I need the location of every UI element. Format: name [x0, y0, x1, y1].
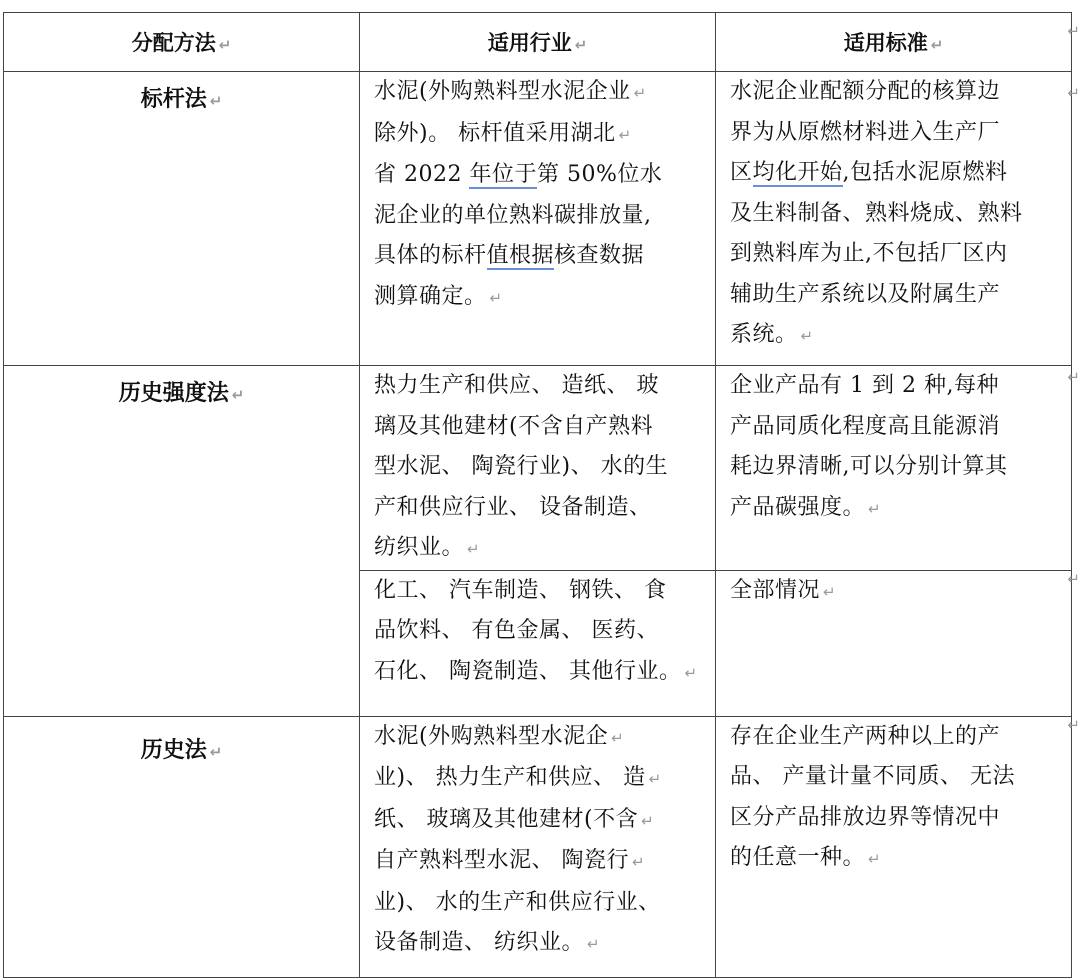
- text-line: [374, 841, 701, 883]
- method-cell-benchmark: [4, 72, 360, 366]
- paragraph-mark-icon: ↵: [231, 386, 245, 404]
- text-segment: 到熟料库为止,不包括厂区内: [730, 241, 1008, 266]
- method-label-historical: 历史法: [140, 736, 207, 763]
- table-row-historical: [4, 716, 1072, 977]
- text-line: [730, 315, 1057, 357]
- text-segment: 产品同质化程度高且能源消: [730, 413, 1001, 439]
- text-line: [374, 611, 701, 652]
- paragraph-mark-icon: ↵: [868, 850, 882, 868]
- header-applicable-industry: [360, 13, 716, 72]
- text-line: [730, 407, 1057, 448]
- paragraph-mark-icon: ↵: [684, 663, 698, 682]
- text-segment: ,包括水泥原燃料: [842, 160, 1008, 185]
- text-line: [374, 758, 701, 800]
- header-col2-text: 适用行业: [487, 30, 572, 55]
- text-segment: 品、 产量计量不同质、 无法: [730, 764, 1015, 789]
- text-segment: 热力生产和供应、 造纸、 玻: [374, 373, 659, 398]
- paragraph-mark-icon: ↵: [800, 327, 814, 345]
- text-segment: 界为从原燃材料进入生产厂: [730, 119, 1001, 145]
- text-segment: 设备制造、 纺织业。: [374, 930, 584, 955]
- text-line: [374, 652, 701, 694]
- text-segment: 企业产品有 1 到 2 种,每种: [730, 373, 999, 398]
- text-segment: 化工、 汽车制造、 钢铁、 食: [374, 577, 667, 603]
- text-segment: 产品碳强度。: [730, 494, 866, 520]
- paragraph-mark-icon: ↵: [633, 84, 647, 102]
- method-cell-historical: [4, 716, 360, 977]
- text-segment: 型水泥、 陶瓷行业)、 水的生: [374, 454, 669, 479]
- row-end-mark-icon: ↵: [1067, 716, 1080, 734]
- text-line: [730, 234, 1057, 275]
- paragraph-mark-icon: ↵: [611, 728, 625, 747]
- header-allocation-method: [4, 13, 360, 72]
- text-segment: 纸、 玻璃及其他建材(不含: [374, 806, 639, 832]
- row-end-mark-icon: ↵: [1067, 84, 1080, 102]
- text-segment: 区分产品排放边界等情况中: [730, 804, 1001, 830]
- table-row-historical-intensity-a: [4, 366, 1072, 571]
- text-line: [730, 194, 1057, 235]
- industry-cell-historical: [360, 716, 716, 977]
- text-line: [730, 488, 1057, 530]
- text-line: [730, 571, 1057, 613]
- standard-cell-historical: [716, 716, 1072, 977]
- underlined-segment: 值根据: [486, 243, 555, 268]
- text-segment: 自产熟料型水泥、 陶瓷行: [374, 848, 629, 873]
- paragraph-mark-icon: ↵: [648, 770, 662, 788]
- text-line: [730, 72, 1057, 113]
- paragraph-mark-icon: ↵: [930, 36, 944, 54]
- text-line: [374, 277, 701, 319]
- text-line: [374, 407, 701, 448]
- text-line: [374, 366, 701, 407]
- text-segment: 的任意一种。: [730, 845, 866, 870]
- text-segment: 水泥(外购熟料型水泥企: [374, 723, 609, 749]
- text-line: [730, 717, 1057, 758]
- paragraph-mark-icon: ↵: [467, 540, 481, 558]
- text-line: [730, 153, 1057, 194]
- standard-cell-benchmark: [716, 72, 1072, 366]
- text-segment: 第 50%位水: [537, 162, 663, 187]
- paragraph-mark-icon: ↵: [209, 92, 223, 110]
- table-header-row: [4, 13, 1072, 72]
- row-end-mark-icon: ↵: [1067, 22, 1080, 40]
- text-line: [374, 717, 701, 759]
- text-line: [730, 275, 1057, 316]
- header-col1-text: 分配方法: [131, 30, 216, 55]
- industry-cell-historical-intensity-b: [360, 570, 716, 716]
- text-segment: 存在企业生产两种以上的产: [730, 723, 1001, 749]
- text-segment: 除外)。 标杆值采用湖北: [374, 120, 616, 146]
- text-line: [374, 155, 701, 196]
- text-line: [374, 196, 701, 237]
- text-segment: 泥企业的单位熟料碳排放量,: [374, 202, 652, 228]
- standard-cell-historical-intensity-a: [716, 366, 1072, 571]
- method-cell-historical-intensity: [4, 366, 360, 717]
- text-segment: 及生料制备、熟料烧成、熟料: [730, 200, 1023, 226]
- text-segment: 测算确定。: [374, 283, 487, 309]
- text-segment: 耗边界清晰,可以分别计算其: [730, 454, 1008, 479]
- paragraph-mark-icon: ↵: [209, 742, 223, 761]
- paragraph-mark-icon: ↵: [574, 36, 588, 54]
- text-segment: 核查数据: [554, 243, 645, 268]
- text-line: [374, 447, 701, 488]
- text-line: [374, 72, 701, 114]
- text-line: [730, 447, 1057, 488]
- text-line: [374, 114, 701, 156]
- paragraph-mark-icon: ↵: [641, 811, 655, 830]
- text-segment: 石化、 陶瓷制造、 其他行业。: [374, 658, 682, 684]
- paragraph-mark-icon: ↵: [587, 935, 601, 953]
- text-segment: 业)、 水的生产和供应行业、: [374, 889, 661, 915]
- text-line: [374, 528, 701, 570]
- text-line: [374, 800, 701, 842]
- text-segment: 业)、 热力生产和供应、 造: [374, 765, 646, 790]
- text-line: [374, 883, 701, 924]
- text-segment: 区: [730, 160, 753, 185]
- method-label-benchmark: 标杆法: [140, 86, 207, 112]
- paragraph-mark-icon: ↵: [218, 36, 232, 54]
- paragraph-mark-icon: ↵: [618, 125, 632, 144]
- text-line: [730, 113, 1057, 154]
- text-line: [730, 366, 1057, 407]
- text-line: [730, 838, 1057, 880]
- text-segment: 璃及其他建材(不含自产熟料: [374, 413, 654, 439]
- header-applicable-standard: [716, 13, 1072, 72]
- text-line: [374, 488, 701, 529]
- text-segment: 纺织业。: [374, 535, 465, 560]
- text-line: [374, 923, 701, 965]
- row-end-mark-icon: ↵: [1067, 368, 1080, 386]
- text-line: [374, 571, 701, 612]
- underlined-segment: 年位于: [469, 162, 537, 187]
- underlined-segment: 均化开始: [752, 160, 843, 185]
- industry-cell-historical-intensity-a: [360, 366, 716, 571]
- text-line: [730, 757, 1057, 798]
- text-segment: 品饮料、 有色金属、 医药、: [374, 618, 659, 643]
- paragraph-mark-icon: ↵: [823, 582, 837, 601]
- standard-cell-historical-intensity-b: [716, 570, 1072, 716]
- paragraph-mark-icon: ↵: [868, 499, 882, 518]
- table-row-benchmark: [4, 72, 1072, 366]
- text-segment: 水泥企业配额分配的核算边: [730, 79, 1001, 104]
- industry-cell-benchmark: [360, 72, 716, 366]
- text-segment: 系统。: [730, 322, 798, 347]
- text-segment: 省 2022: [374, 162, 470, 187]
- text-segment: 产和供应行业、 设备制造、: [374, 494, 652, 520]
- text-line: [730, 798, 1057, 839]
- text-segment: 具体的标杆: [374, 243, 487, 268]
- method-label-historical-intensity: 历史强度法: [118, 380, 229, 406]
- paragraph-mark-icon: ↵: [632, 853, 646, 871]
- text-segment: 水泥(外购熟料型水泥企业: [374, 79, 631, 104]
- text-segment: 辅助生产系统以及附属生产: [730, 281, 1001, 307]
- row-end-mark-icon: ↵: [1067, 570, 1080, 588]
- text-line: [374, 236, 701, 277]
- header-col3-text: 适用标准: [843, 30, 928, 55]
- text-segment: 全部情况: [730, 577, 821, 603]
- paragraph-mark-icon: ↵: [489, 288, 503, 307]
- allocation-method-table: [3, 12, 1072, 978]
